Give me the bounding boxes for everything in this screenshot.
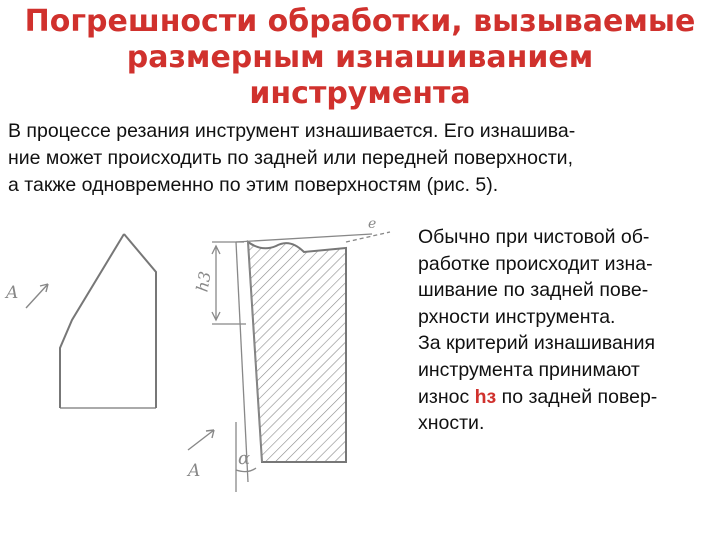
side-line-4: рхности инструмента. (418, 305, 616, 328)
tool-section-hatched (248, 242, 346, 462)
arrow-A-bottom (188, 430, 214, 450)
label-e: e (368, 216, 377, 232)
side-line-7 (418, 384, 718, 411)
tool-outline-left (60, 234, 156, 408)
side-line-8: хности. (418, 412, 485, 435)
intro-line-1: В процессе резания инструмент изнашивается. Его изнашива- (8, 120, 576, 142)
label-a-bottom: A (188, 461, 201, 481)
title-line-1: Погрешности обработки, вызываемые (24, 4, 696, 39)
label-a-left: A (6, 283, 19, 303)
intro-line-3: а также одновременно по этим поверхностям (рис. 5). (8, 174, 499, 196)
wear-suffix: по задней повер- (496, 385, 658, 408)
side-paragraph (418, 224, 718, 437)
side-line-2: работке происходит изна- (418, 252, 653, 275)
arrow-A-left (26, 284, 48, 308)
page-title (0, 4, 720, 112)
title-line-2: размерным изнашиванием (126, 40, 594, 75)
tool-wear-figure (0, 212, 410, 502)
label-h3: h3 (192, 269, 215, 294)
label-alpha: α (238, 448, 251, 469)
intro-paragraph (8, 118, 714, 199)
title-line-3: инструмента (249, 76, 471, 111)
wear-prefix: износ (418, 385, 475, 408)
side-line-3: шивание по задней пове- (418, 279, 649, 302)
side-line-6: инструмента принимают (418, 358, 640, 381)
side-line-5: За критерий изнашивания (418, 332, 656, 355)
side-line-1: Обычно при чистовой об- (418, 226, 650, 248)
wear-term: hз (474, 385, 497, 408)
intro-line-2: ние может происходить по задней или передней поверхности, (8, 147, 573, 169)
